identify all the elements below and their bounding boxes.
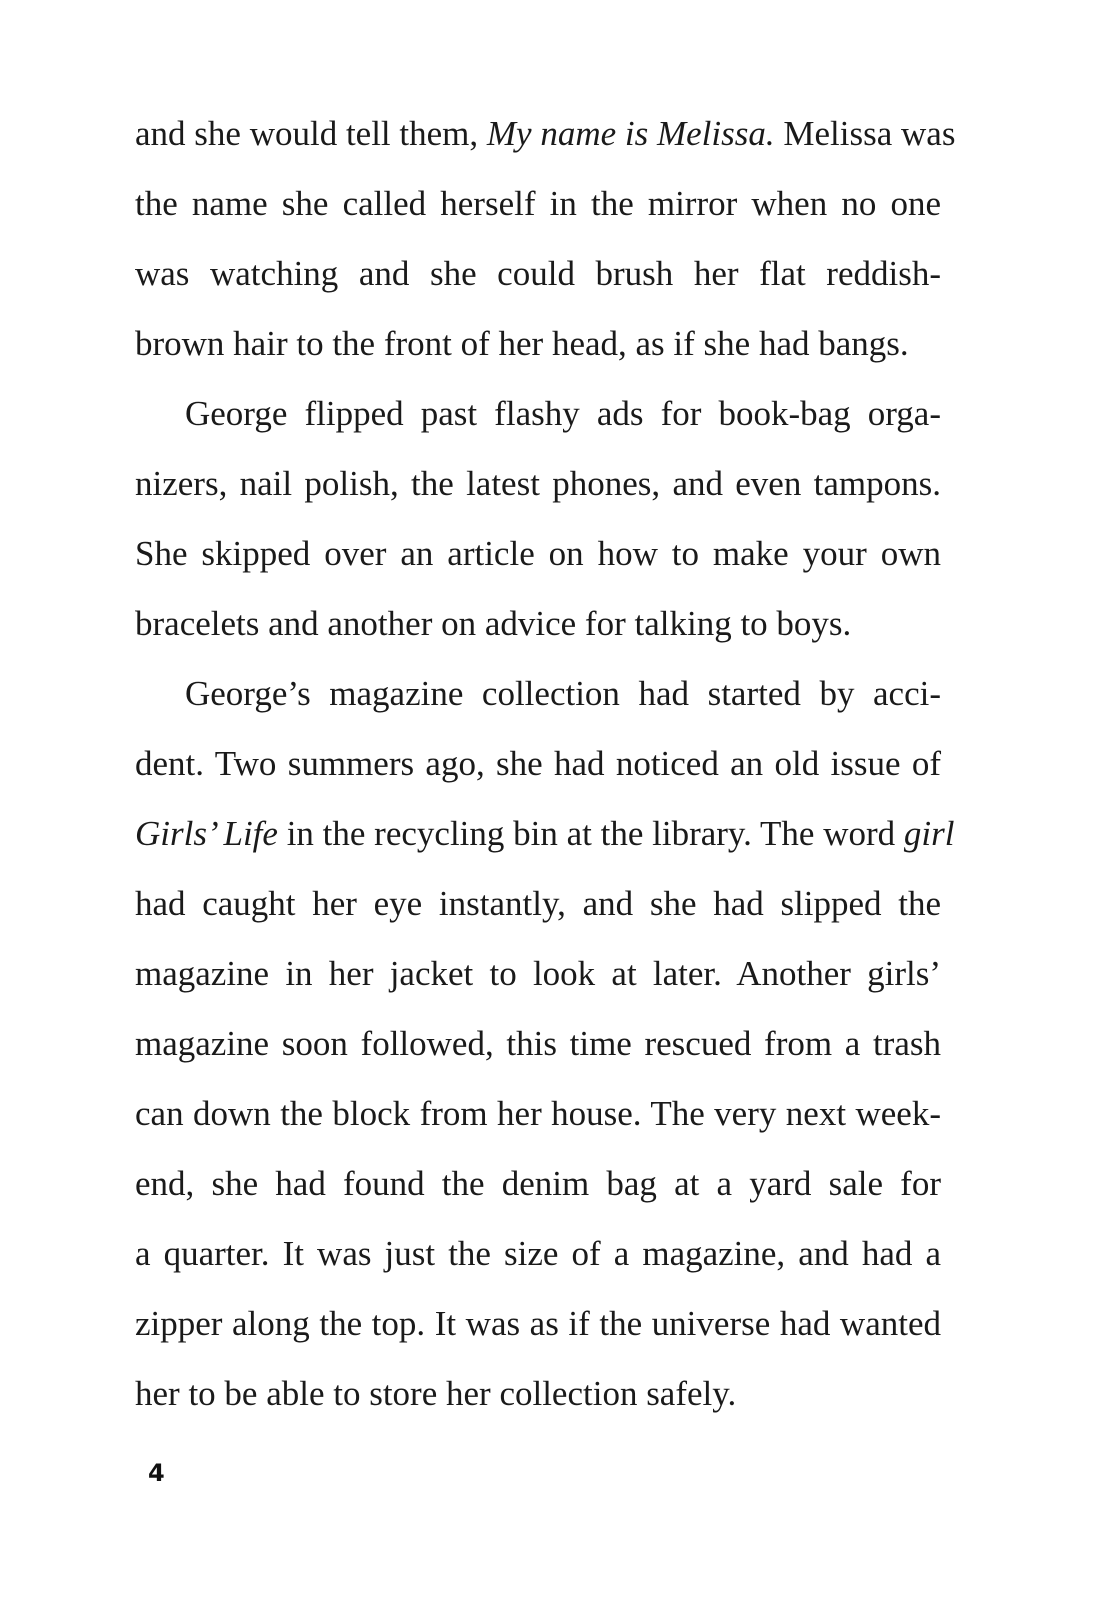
body-text [135,99,956,1429]
italic-text: Girls’ Life [135,814,278,853]
text-line [135,729,941,799]
text-line [135,869,941,939]
text-line [135,799,955,869]
text-line [135,239,941,309]
text-line [135,939,941,1009]
paragraph [135,659,955,1429]
italic-text: My name is Melissa. [486,114,775,153]
text-run: magazine in her jacket to look at later. Another girls’ [135,954,941,993]
text-run: the name she called herself in the mirror when no one [135,184,941,223]
page-number: 4 [148,1459,165,1487]
text-line [135,169,941,239]
text-run: end, she had found the denim bag at a yard sale for [135,1164,941,1203]
text-line [135,659,941,729]
text-line [135,1289,941,1359]
text-line [135,1149,941,1219]
text-line [135,1219,941,1289]
text-line [135,379,941,449]
text-run: brown hair to the front of her head, as if she had bangs. [135,324,909,363]
text-run: bracelets and another on advice for talking to boys. [135,604,852,643]
text-run: her to be able to store her collection safely. [135,1374,737,1413]
text-line [135,1009,941,1079]
text-run: dent. Two summers ago, she had noticed an old issue of [135,744,941,783]
text-run: She skipped over an article on how to make your own [135,534,941,573]
text-line [135,309,941,379]
text-run: George’s magazine collection had started by acci- [185,674,941,713]
text-line [135,589,941,659]
text-run: Melissa was [774,114,956,153]
text-run: zipper along the top. It was as if the universe had wanted [135,1304,941,1343]
text-run: was watching and she could brush her flat reddish- [135,254,941,293]
text-line [135,449,941,519]
text-line [135,1079,941,1149]
text-run: and she would tell them, [135,114,487,153]
text-run: nizers, nail polish, the latest phones, and even tampons. [135,464,941,503]
paragraph [135,379,941,659]
text-line [135,519,941,589]
text-run: a quarter. It was just the size of a magazine, and had a [135,1234,941,1273]
text-run: in the recycling bin at the library. The word [277,814,904,853]
italic-text: girl [903,814,955,853]
text-run: had caught her eye instantly, and she had slipped the [135,884,941,923]
text-line [135,1359,941,1429]
text-run: George flipped past flashy ads for book-bag orga- [185,394,941,433]
paragraph [135,99,956,379]
text-run: can down the block from her house. The very next week- [135,1094,941,1133]
text-line [135,99,956,169]
text-run: magazine soon followed, this time rescued from a trash [135,1024,941,1063]
